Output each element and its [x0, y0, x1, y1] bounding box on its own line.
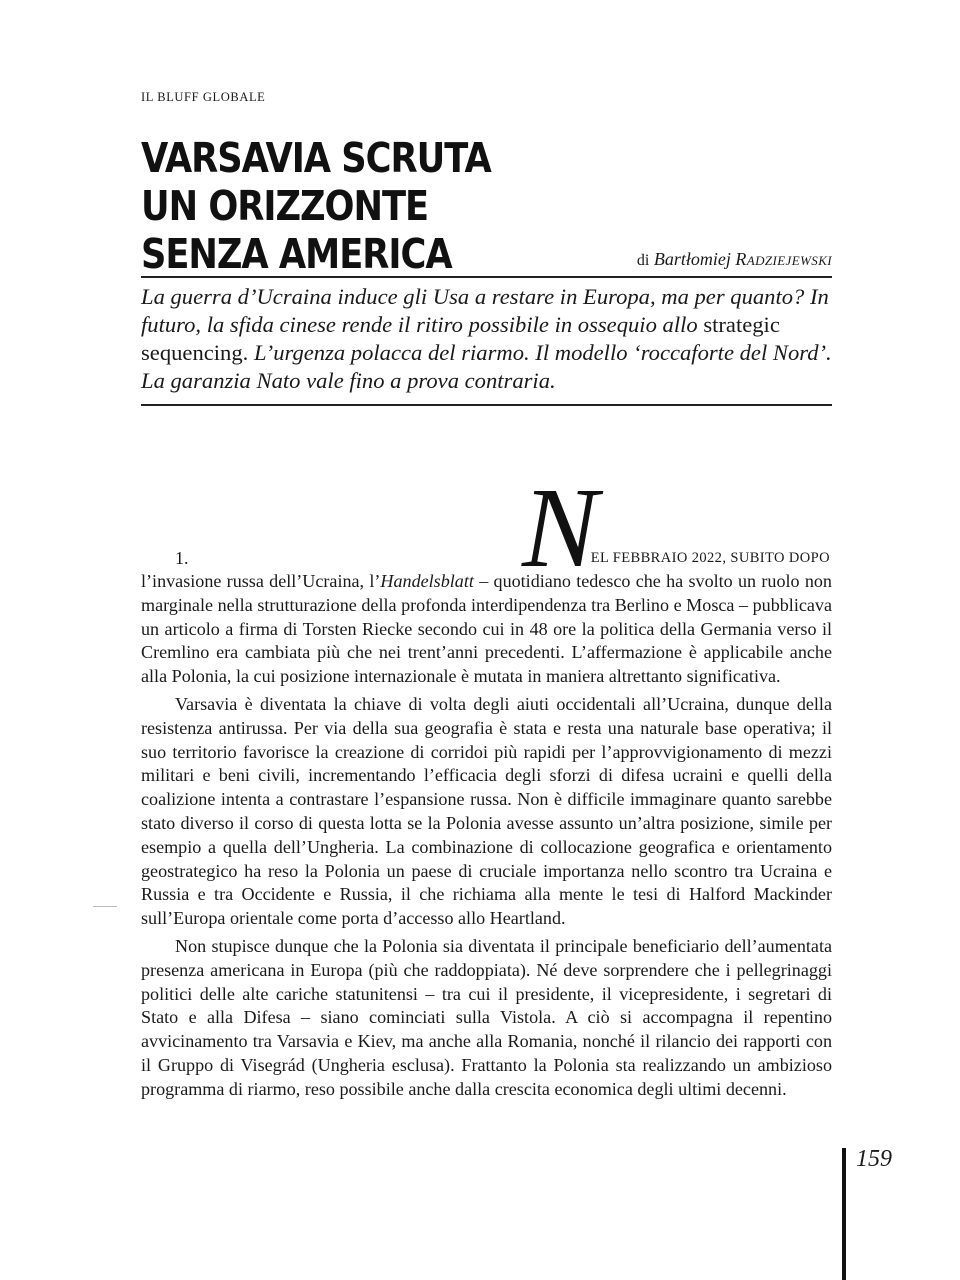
title-line-2: UN ORIZZONTE [141, 182, 429, 230]
section-number: 1. [175, 548, 189, 568]
page-number: 159 [856, 1146, 892, 1172]
page-edge-bar [842, 1148, 846, 1280]
title-line-3: SENZA AMERICA [141, 230, 452, 278]
paragraph-1-after: – quotidiano tedesco che ha svolto un ruolo non marginale nella strutturazione della profonda interdipendenza tra Berlino e Mosca – pubblicava un articolo a firma di Torsten Riecke secondo cui in 48 ore la politica della Germania verso il Cremlino era cambiata più che nei trent’anni precedenti. L’affermazione è applicabile anche alla Polonia, la cui posizione internazionale è mutata in maniera altrettanto significativa. [141, 571, 832, 687]
paragraph-1-before: l’invasione russa dell’Ucraina, l’ [141, 571, 381, 591]
section-label: IL BLUFF GLOBALE [141, 90, 266, 104]
article-body [141, 570, 832, 1106]
lead-in-text: EL FEBBRAIO 2022, SUBITO DOPO [590, 550, 830, 566]
byline [637, 249, 832, 270]
drop-cap: N [522, 464, 599, 591]
top-divider [141, 276, 832, 278]
abstract-roman-term: strategic sequencing. [141, 312, 780, 365]
author-first-name: Bartłomiej [653, 249, 731, 269]
article-abstract [141, 283, 841, 395]
paragraph-1 [141, 570, 832, 689]
margin-mark [93, 906, 117, 907]
article-title [141, 134, 491, 278]
abstract-part-1: La guerra d’Ucraina induce gli Usa a restare in Europa, ma per quanto? In futuro, la sfida cinese rende il ritiro possibile in ossequio allo [141, 284, 829, 337]
byline-prefix: di [636, 252, 650, 269]
author-surname: Radziejewski [735, 249, 832, 269]
bottom-divider [141, 404, 832, 406]
newspaper-name: Handelsblatt [380, 571, 474, 591]
paragraph-3: Non stupisce dunque che la Polonia sia diventata il principale beneficiario dell’aumentata presenza americana in Europa (più che raddoppiata). Né deve sorprendere che i pellegrinaggi politici delle alte cariche statunitensi – tra cui il presidente, il vicepresidente, i segretari di Stato e alla Difesa – siano cominciati sulla Vistola. A ciò si accompagna il repentino avvicinamento tra Varsavia e Kiev, ma anche alla Romania, nonché il rilancio dei rapporti con il Gruppo di Visegrád (Ungheria esclusa). Frattanto la Polonia sta realizzando un ambizioso programma di riarmo, reso possibile anche dalla crescita economica degli ultimi decenni. [141, 935, 832, 1099]
abstract-part-2: L’urgenza polacca del riarmo. Il modello ‘roccaforte del Nord’. La garanzia Nato vale fino a prova contraria. [141, 340, 832, 393]
paragraph-2: Varsavia è diventata la chiave di volta degli aiuti occidentali all’Ucraina, dunque della resistenza antirussa. Per via della sua geografia è stata e resta una naturale base operativa; il suo territorio favorisce la creazione di corridoi più rapidi per l’approvvigionamento di mezzi militari e beni civili, incrementando l’efficacia degli sforzi di difesa ucraini e quelli della coalizione intenta a contrastare l’espansione russa. Non è difficile immaginare quanto sarebbe stato diverso il corso di questa lotta se la Polonia avesse assunto un’altra posizione, simile per esempio a quella dell’Ungheria. La combinazione di collocazione geografica e orientamento geostrategico ha reso la Polonia un paese di cruciale importanza nello scontro tra Ucraina e Russia e tra Occidente e Russia, il che richiama alla mente le tesi di Halford Mackinder sull’Europa orientale come porta d’accesso allo Heartland. [141, 693, 832, 929]
title-line-1: VARSAVIA SCRUTA [141, 134, 491, 182]
